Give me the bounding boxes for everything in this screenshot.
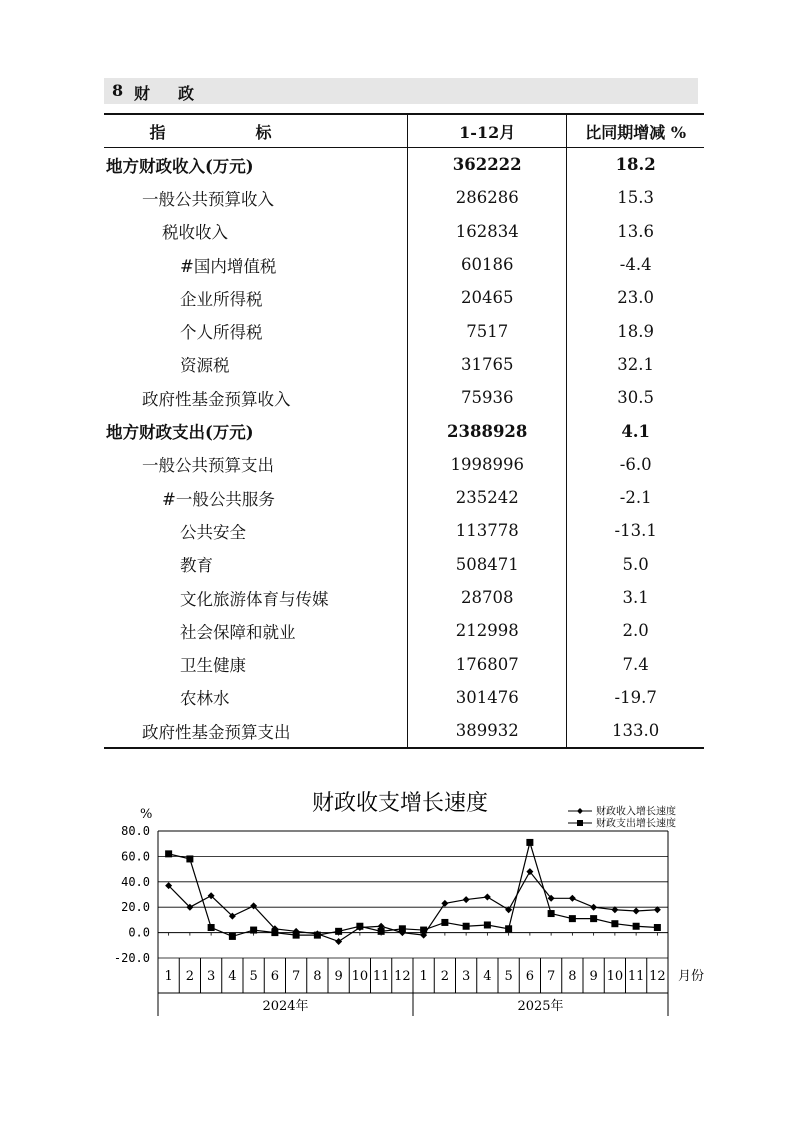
row-value: 176807 (408, 647, 567, 680)
x-tick-label: 2 (440, 969, 450, 984)
expenditure-point (271, 929, 278, 936)
x-tick-label: 4 (483, 969, 492, 984)
x-tick-label: 5 (249, 969, 258, 984)
legend-diamond-marker (577, 808, 583, 814)
year-group-label: 2024年 (262, 999, 309, 1014)
table-row (104, 448, 704, 481)
row-name: 资源税 (180, 356, 230, 376)
expenditure-point (250, 927, 257, 934)
x-tick-label: 3 (206, 969, 216, 984)
expenditure-point (463, 923, 470, 930)
table-row (104, 514, 704, 547)
row-change: 32.1 (567, 348, 704, 381)
row-name: 政府性基金预算支出 (104, 714, 408, 748)
expenditure-point (293, 932, 300, 939)
row-value: 75936 (408, 381, 567, 414)
x-tick-label: 7 (291, 969, 301, 984)
expenditure-point (378, 928, 385, 935)
table-row (104, 681, 704, 714)
finance-table (104, 113, 704, 749)
year-group-label: 2025年 (517, 999, 564, 1014)
row-name: 税收收入 (162, 223, 228, 243)
legend-square-marker (577, 820, 583, 826)
row-value: 212998 (408, 614, 567, 647)
table-body (104, 148, 704, 749)
x-tick-label: 5 (504, 969, 513, 984)
x-tick-label: 4 (228, 969, 237, 984)
row-value: 20465 (408, 281, 567, 314)
expenditure-point (165, 850, 172, 857)
row-value: 162834 (408, 215, 567, 248)
row-name: 企业所得税 (180, 289, 263, 309)
row-value: 362222 (408, 148, 567, 182)
y-axis-unit: % (140, 807, 153, 822)
y-tick-label: 0.0 (128, 925, 150, 940)
x-tick-label: 8 (568, 969, 577, 984)
table-row (104, 581, 704, 614)
section-number: 8 (112, 81, 124, 100)
row-value: 31765 (408, 348, 567, 381)
row-value: 389932 (408, 714, 567, 748)
x-tick-label: 9 (589, 969, 598, 984)
expenditure-point (654, 924, 661, 931)
row-name: 地方财政支出(万元) (106, 423, 254, 443)
income-point (633, 908, 640, 915)
row-name: 社会保障和就业 (180, 622, 296, 642)
expenditure-point (505, 925, 512, 932)
x-tick-label: 9 (334, 969, 343, 984)
row-name: 公共安全 (180, 522, 246, 542)
row-change: 4.1 (567, 414, 704, 447)
table-row (104, 148, 704, 182)
income-point (463, 896, 470, 903)
income-point (590, 904, 597, 911)
chart-title: 财政收支增长速度 (311, 791, 489, 816)
expenditure-point (314, 932, 321, 939)
table-row (104, 614, 704, 647)
table-row (104, 548, 704, 581)
x-tick-label: 10 (606, 969, 624, 984)
expenditure-point (335, 928, 342, 935)
row-name: 政府性基金预算收入 (142, 389, 291, 409)
x-tick-label: 1 (164, 969, 173, 984)
expenditure-point (208, 924, 215, 931)
row-change: 23.0 (567, 281, 704, 314)
row-change: -19.7 (567, 681, 704, 714)
row-change: 13.6 (567, 215, 704, 248)
row-value: 28708 (408, 581, 567, 614)
x-tick-label: 11 (627, 969, 645, 984)
legend-label: 财政收入增长速度 (596, 806, 676, 818)
row-change: 133.0 (567, 714, 704, 748)
row-name: 教育 (180, 556, 213, 576)
expenditure-point (420, 927, 427, 934)
row-value: 1998996 (408, 448, 567, 481)
expenditure-point (186, 855, 193, 862)
expenditure-point (569, 915, 576, 922)
income-point (569, 895, 576, 902)
expenditure-point (356, 923, 363, 930)
table-row (104, 481, 704, 514)
row-change: -6.0 (567, 448, 704, 481)
x-tick-label: 10 (351, 969, 369, 984)
row-name: 个人所得税 (180, 323, 263, 343)
row-value: 235242 (408, 481, 567, 514)
expenditure-point (526, 839, 533, 846)
income-point (484, 894, 491, 901)
table-row (104, 314, 704, 347)
row-change: 18.9 (567, 314, 704, 347)
expenditure-point (611, 920, 618, 927)
x-tick-label: 12 (394, 969, 411, 984)
legend-label: 财政支出增长速度 (596, 818, 676, 830)
table-row (104, 414, 704, 447)
x-axis-unit: 月份 (678, 969, 705, 984)
x-tick-label: 7 (546, 969, 556, 984)
table-row (104, 647, 704, 680)
y-tick-label: 40.0 (121, 874, 150, 889)
section-title: 财政 (134, 84, 223, 103)
expenditure-point (548, 910, 555, 917)
section-header (104, 78, 698, 104)
row-change: -13.1 (567, 514, 704, 547)
table-row (104, 381, 704, 414)
row-change: 3.1 (567, 581, 704, 614)
row-change: -4.4 (567, 248, 704, 281)
x-tick-label: 12 (649, 969, 666, 984)
header-change: 比同期增减 % (567, 114, 704, 148)
row-value: 301476 (408, 681, 567, 714)
expenditure-point (399, 925, 406, 932)
row-change: -2.1 (567, 481, 704, 514)
row-value: 2388928 (408, 414, 567, 447)
y-tick-label: 20.0 (121, 900, 150, 915)
row-change: 15.3 (567, 181, 704, 214)
x-tick-label: 3 (461, 969, 471, 984)
row-change: 30.5 (567, 381, 704, 414)
table-row (104, 348, 704, 381)
row-name: 一般公共预算支出 (142, 456, 274, 476)
row-name: 卫生健康 (180, 656, 246, 676)
x-tick-label: 1 (419, 969, 428, 984)
row-value: 113778 (408, 514, 567, 547)
y-tick-label: 60.0 (121, 849, 150, 864)
expenditure-point (484, 921, 491, 928)
row-change: 2.0 (567, 614, 704, 647)
row-change: 5.0 (567, 548, 704, 581)
table-row (104, 281, 704, 314)
growth-chart (100, 780, 720, 1020)
row-change: 7.4 (567, 647, 704, 680)
x-tick-label: 11 (372, 969, 390, 984)
income-point (335, 938, 342, 945)
expenditure-point (229, 933, 236, 940)
row-name: #国内增值税 (180, 256, 277, 276)
row-value: 286286 (408, 181, 567, 214)
x-tick-label: 6 (525, 969, 535, 984)
expenditure-point (633, 923, 640, 930)
x-tick-label: 2 (185, 969, 195, 984)
table-row (104, 181, 704, 214)
row-value: 7517 (408, 314, 567, 347)
row-change: 18.2 (567, 148, 704, 182)
header-indicator: 指标 (104, 114, 408, 148)
row-name: #一般公共服务 (162, 489, 275, 509)
y-tick-label: 80.0 (121, 824, 150, 838)
header-period: 1-12月 (408, 114, 567, 148)
table-row (104, 248, 704, 281)
row-name: 地方财政收入(万元) (106, 156, 254, 176)
row-name: 一般公共预算收入 (142, 189, 274, 209)
x-tick-label: 8 (313, 969, 322, 984)
row-name: 文化旅游体育与传媒 (180, 589, 329, 609)
expenditure-point (441, 919, 448, 926)
row-value: 60186 (408, 248, 567, 281)
expenditure-point (590, 915, 597, 922)
row-value: 508471 (408, 548, 567, 581)
row-name: 农林水 (180, 689, 230, 709)
table-header-row (104, 114, 704, 148)
table-row (104, 215, 704, 248)
income-point (441, 900, 448, 907)
table-row (104, 714, 704, 748)
x-tick-label: 6 (270, 969, 280, 984)
y-tick-label: -20.0 (113, 951, 150, 965)
